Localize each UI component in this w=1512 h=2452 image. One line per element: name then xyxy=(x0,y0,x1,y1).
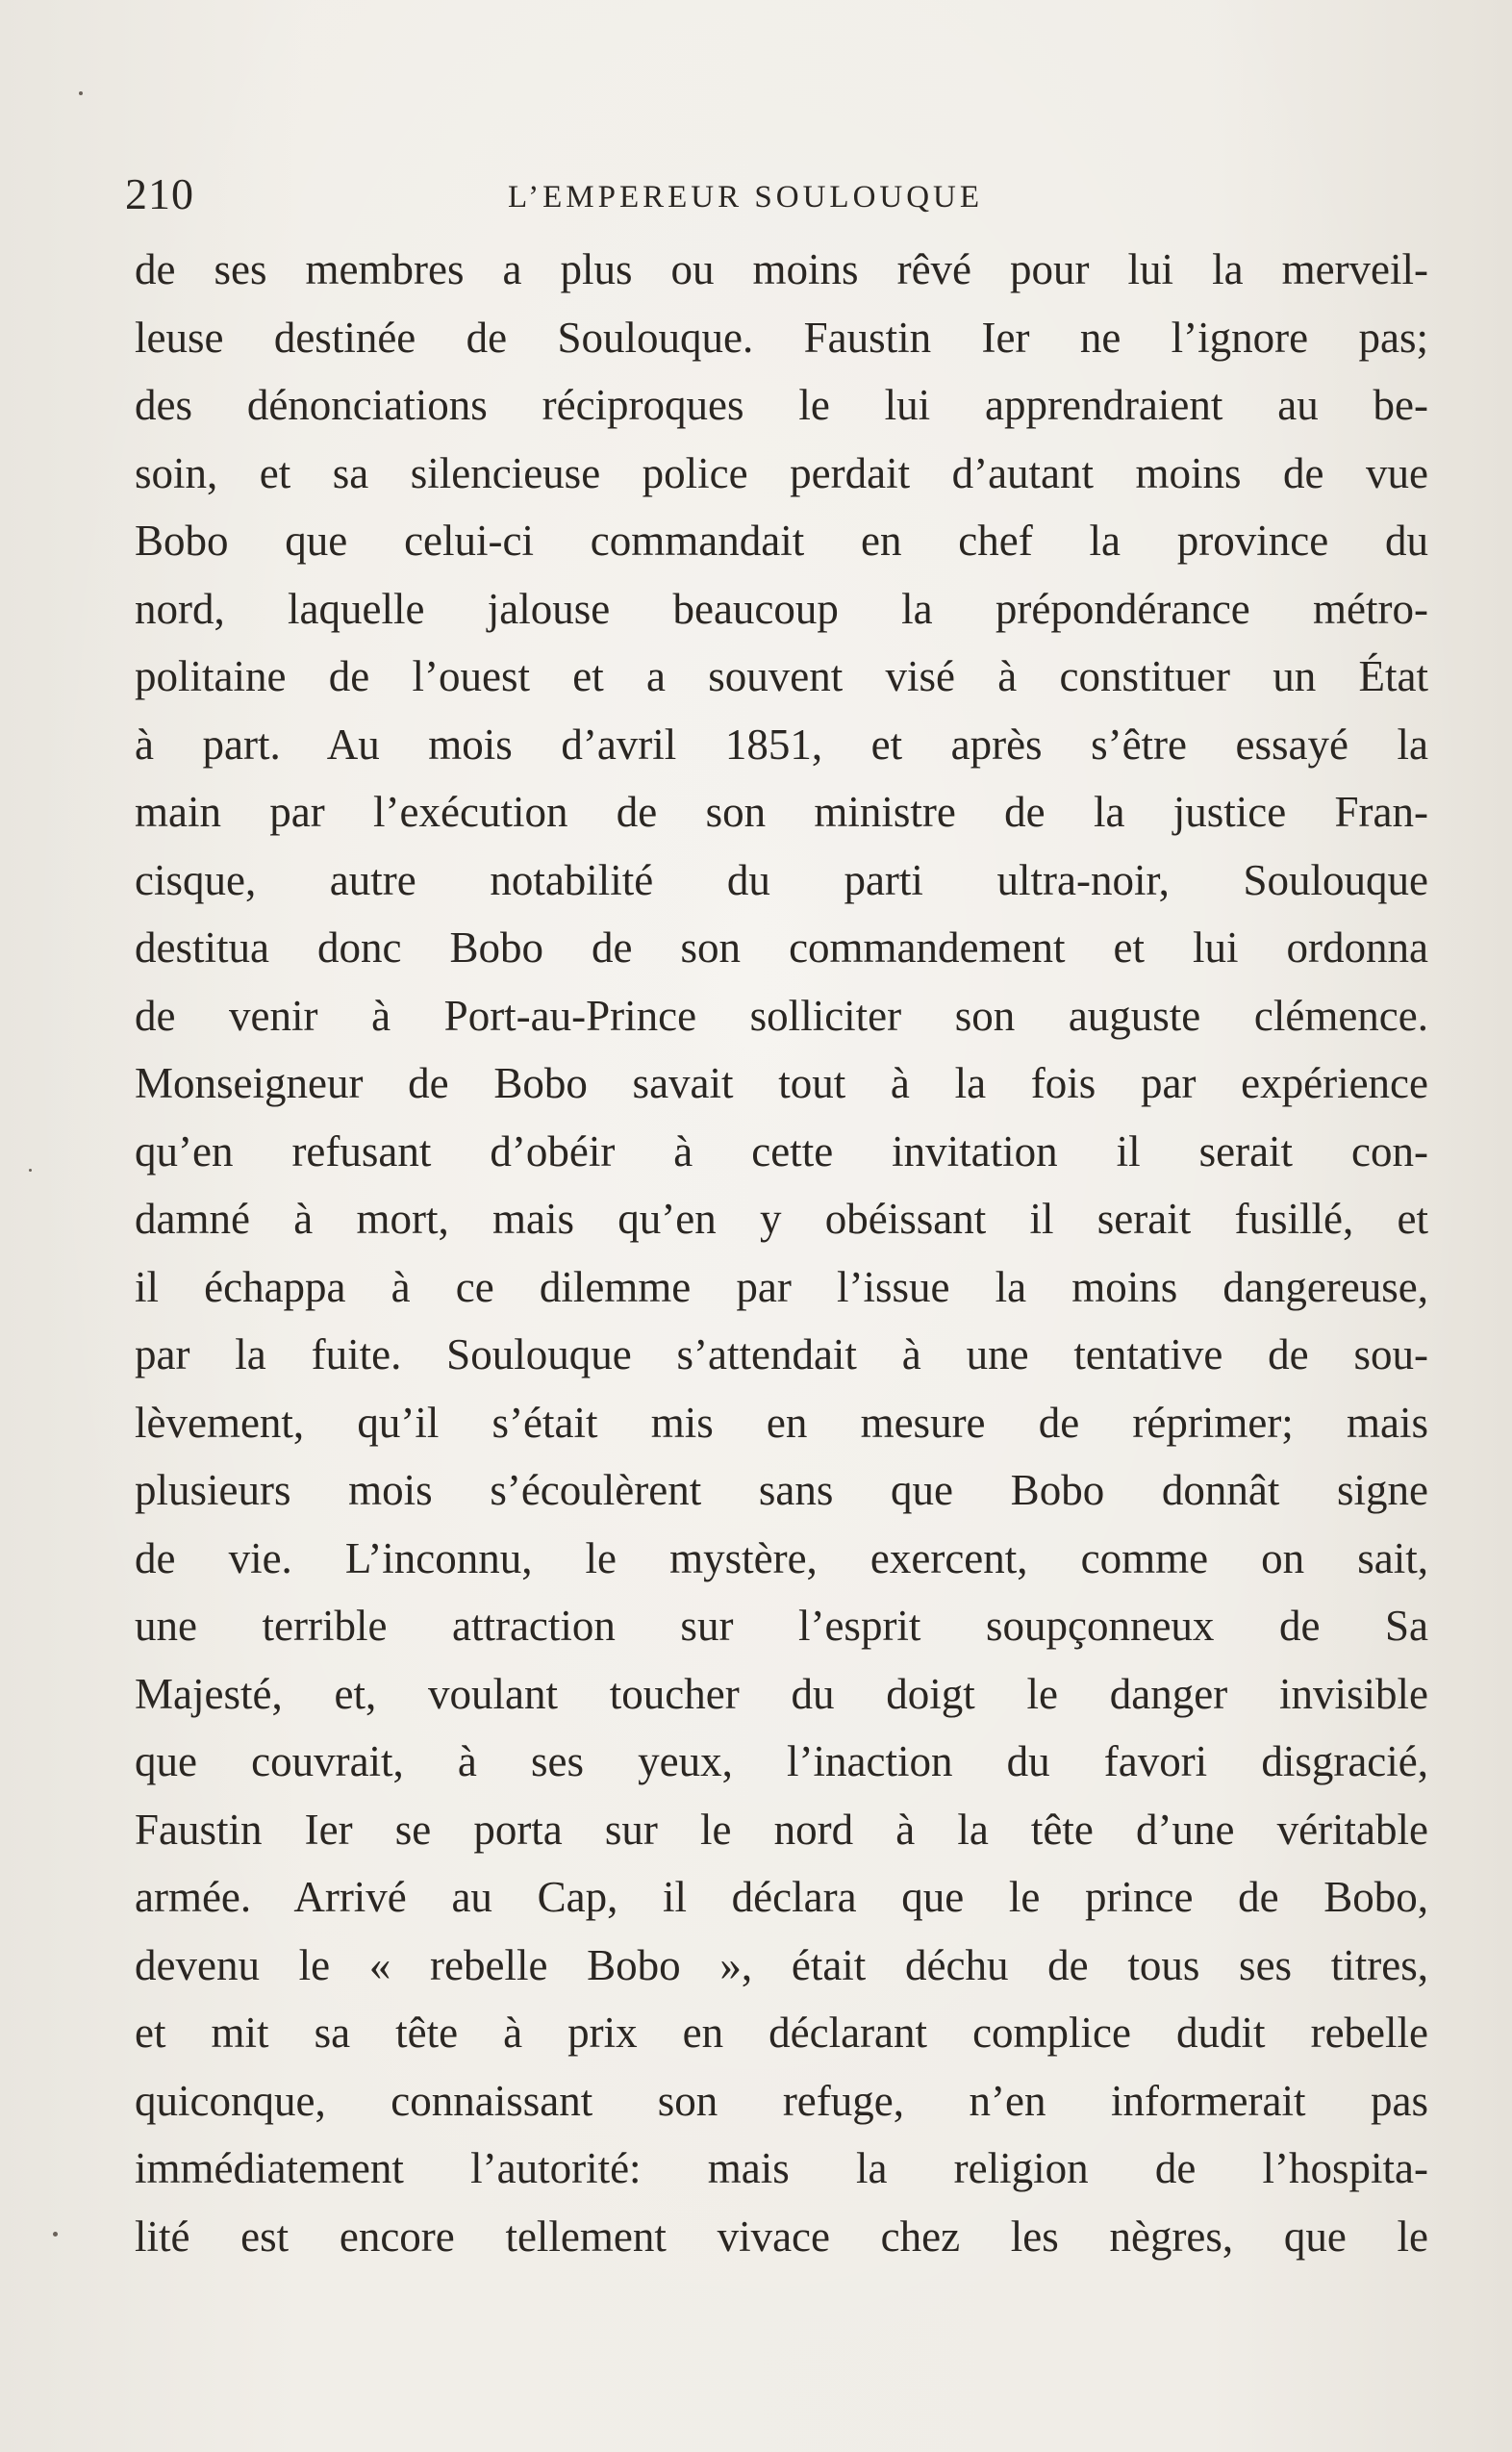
text-line: destitua donc Bobo de son commandement et lui ordonna xyxy=(135,923,1428,972)
text-line: des dénonciations réciproques le lui apprendraient au be- xyxy=(135,381,1428,429)
text-line: Majesté, et, voulant toucher du doigt le danger invisible xyxy=(135,1669,1428,1718)
text-line: de ses membres a plus ou moins rêvé pour lui la merveil- xyxy=(135,245,1428,293)
text-line: Bobo que celui-ci commandait en chef la province du xyxy=(135,517,1428,565)
page-number: 210 xyxy=(125,169,194,218)
text-line: soin, et sa silencieuse police perdait d’autant moins de vue xyxy=(135,448,1428,497)
text-line: à part. Au mois d’avril 1851, et après s’être essayé la xyxy=(135,720,1428,769)
text-line: lité est encore tellement vivace chez les nègres, que le xyxy=(135,2212,1428,2261)
text-line: qu’en refusant d’obéir à cette invitation il serait con- xyxy=(135,1126,1428,1175)
paper-speck xyxy=(79,91,83,95)
text-line: leuse destinée de Soulouque. Faustin Ier ne l’ignore pas; xyxy=(135,313,1428,362)
text-line: devenu le « rebelle Bobo », était déchu de tous ses titres, xyxy=(135,1940,1428,1989)
paper-speck xyxy=(53,2232,58,2237)
text-line: plusieurs mois s’écoulèrent sans que Bobo donnât signe xyxy=(135,1466,1428,1514)
running-title: L’EMPEREUR SOULOUQUE xyxy=(508,180,984,215)
text-line: lèvement, qu’il s’était mis en mesure de réprimer; mais xyxy=(135,1398,1428,1447)
paper-speck xyxy=(29,1169,32,1172)
text-line: Monseigneur de Bobo savait tout à la fois par expérience xyxy=(135,1059,1428,1107)
text-line: politaine de l’ouest et a souvent visé à constituer un État xyxy=(135,652,1428,700)
text-line: armée. Arrivé au Cap, il déclara que le prince de Bobo, xyxy=(135,1873,1428,1921)
body-text xyxy=(135,236,1428,2270)
text-line: damné à mort, mais qu’en y obéissant il serait fusillé, et xyxy=(135,1195,1428,1243)
text-line: une terrible attraction sur l’esprit soupçonneux de Sa xyxy=(135,1602,1428,1650)
text-line: Faustin Ier se porta sur le nord à la tête d’une véritable xyxy=(135,1805,1428,1854)
text-line: et mit sa tête à prix en déclarant complice dudit rebelle xyxy=(135,2009,1428,2057)
text-line: quiconque, connaissant son refuge, n’en informerait pas xyxy=(135,2076,1428,2125)
text-line: cisque, autre notabilité du parti ultra-noir, Soulouque xyxy=(135,855,1428,904)
text-line: par la fuite. Soulouque s’attendait à une tentative de sou- xyxy=(135,1330,1428,1378)
text-line: il échappa à ce dilemme par l’issue la moins dangereuse, xyxy=(135,1262,1428,1311)
running-head xyxy=(125,168,1395,226)
text-line: main par l’exécution de son ministre de la justice Fran- xyxy=(135,788,1428,836)
text-line: de venir à Port-au-Prince solliciter son auguste clémence. xyxy=(135,991,1428,1040)
text-line: nord, laquelle jalouse beaucoup la prépondérance métro- xyxy=(135,584,1428,633)
text-line: immédiatement l’autorité: mais la religion de l’hospita- xyxy=(135,2144,1428,2192)
text-line: de vie. L’inconnu, le mystère, exercent, comme on sait, xyxy=(135,1533,1428,1582)
text-line: que couvrait, à ses yeux, l’inaction du favori disgracié, xyxy=(135,1737,1428,1785)
